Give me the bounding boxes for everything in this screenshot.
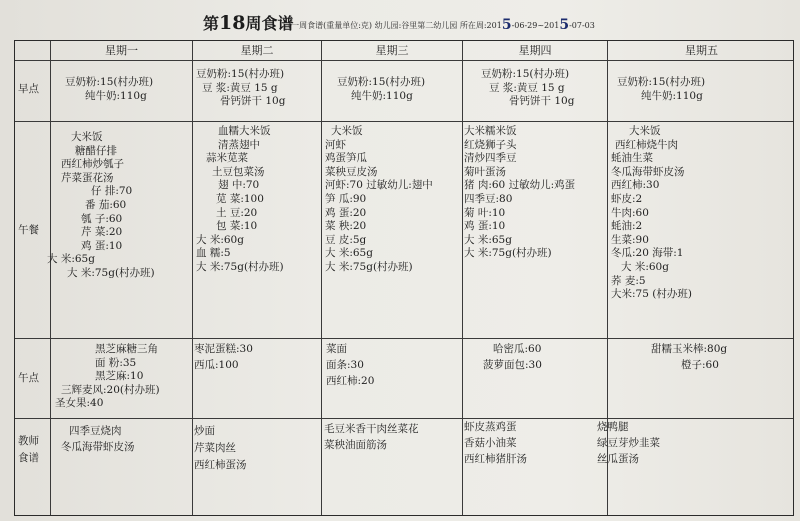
grid-line [192, 41, 193, 515]
header-day-5: 星期五 [685, 44, 718, 57]
lunch-item: 大米糯米饭 [464, 125, 517, 137]
breakfast-item: 纯牛奶:110g [85, 89, 147, 102]
teacher-item: 虾皮蒸鸡蛋 [464, 421, 517, 433]
lunch-item: 芹 菜:20 [81, 226, 123, 239]
snack-item: 西红柿:20 [326, 375, 375, 387]
lunch-item: 苋 菜:100 [216, 192, 264, 205]
grid-line [462, 41, 463, 515]
breakfast-item: 豆奶粉:15(村办班) [65, 76, 154, 88]
lunch-item: 清炒四季豆 [464, 152, 517, 165]
lunch-item: 菊 叶:10 [464, 206, 506, 219]
menu-table [14, 40, 794, 516]
teacher-day-4 [464, 419, 527, 467]
lunch-item: 大米饭 [71, 131, 103, 143]
breakfast-day-1 [65, 76, 153, 103]
header-day-1: 星期一 [105, 44, 138, 57]
snack-item: 三辉麦风:20(村办班) [61, 383, 160, 396]
lunch-day-1 [47, 131, 155, 281]
teacher-item: 香菇小油菜 [464, 437, 517, 449]
meal-label-snack: 午点 [18, 372, 39, 384]
lunch-item: 冬瓜:20 海带:1 [611, 247, 684, 260]
header-day-2: 星期二 [240, 44, 274, 57]
lunch-item: 西红柿烧牛肉 [615, 138, 678, 151]
teacher-item: 西红柿蛋汤 [194, 459, 247, 471]
lunch-item: 芹菜蛋花汤 [61, 171, 114, 184]
meal-label-breakfast: 早点 [18, 83, 39, 95]
lunch-day-5 [611, 125, 692, 302]
lunch-item: 大 米:65g [464, 233, 512, 246]
lunch-item: 大 米:60g [621, 260, 669, 273]
snack-item: 圣女果:40 [55, 397, 104, 410]
breakfast-day-5 [617, 76, 705, 103]
lunch-item: 包 菜:10 [216, 220, 258, 233]
lunch-item: 土 豆:20 [216, 206, 258, 219]
breakfast-item: 豆 浆:黄豆 15 g [489, 81, 565, 94]
lunch-item: 菊叶蛋汤 [464, 165, 506, 178]
teacher-day-3 [324, 421, 419, 453]
lunch-item: 生菜:90 [611, 233, 649, 246]
lunch-item: 瓠 子:60 [81, 212, 123, 225]
snack-item: 枣泥蛋糕:30 [194, 343, 253, 355]
grid-line [15, 418, 793, 419]
snack-day-5 [651, 341, 727, 373]
snack-item: 菠萝面包:30 [483, 359, 542, 371]
teacher-item: 冬瓜海带虾皮汤 [61, 441, 135, 453]
lunch-item: 大 米:75g(村办班) [67, 266, 155, 279]
lunch-item: 番 茄:60 [85, 198, 127, 211]
breakfast-item: 豆奶粉:15(村办班) [196, 68, 285, 80]
lunch-item: 蒜米苋菜 [206, 152, 248, 165]
lunch-item: 猪 肉:60 过敏幼儿:鸡蛋 [464, 179, 576, 192]
teacher-item: 四季豆烧肉 [69, 425, 122, 437]
snack-item: 黑芝麻:10 [95, 370, 144, 383]
lunch-item: 荞 麦:5 [611, 274, 646, 287]
snack-item: 面 粉:35 [95, 356, 137, 369]
lunch-item: 河虾 [325, 138, 346, 151]
lunch-item: 大 米:65g [325, 247, 373, 260]
header-day-4: 星期四 [518, 44, 552, 57]
lunch-item: 大米:75 (村办班) [611, 288, 692, 301]
breakfast-day-4 [481, 68, 574, 109]
snack-day-2 [194, 341, 253, 373]
week-number: 18 [219, 12, 246, 34]
teacher-day-2 [194, 423, 247, 474]
teacher-item: 西红柿猪肝汤 [464, 453, 527, 465]
grid-line [15, 121, 793, 122]
lunch-day-3 [325, 125, 433, 275]
lunch-item: 红烧狮子头 [464, 138, 517, 151]
lunch-item: 翅 中:70 [218, 179, 260, 192]
lunch-item: 河虾:70 过敏幼儿:翅中 [325, 179, 433, 192]
meal-label-teacher: 教师食谱 [18, 435, 39, 464]
lunch-item: 虾皮:2 [611, 192, 643, 205]
snack-item: 甜糯玉米棒:80g [651, 343, 728, 355]
lunch-item: 大 米:65g [47, 253, 95, 266]
breakfast-item: 豆 浆:黄豆 15 g [202, 81, 278, 94]
lunch-item: 血糯大米饭 [218, 125, 271, 137]
lunch-item: 西红柿:30 [611, 179, 660, 192]
grid-line [321, 41, 322, 515]
teacher-item: 菜秧油面筋汤 [324, 439, 387, 451]
lunch-item: 仔 排:70 [91, 185, 133, 198]
lunch-item: 牛肉:60 [611, 206, 649, 219]
lunch-item: 大 米:75g(村办班) [196, 260, 284, 273]
teacher-item: 绿豆芽炒韭菜 [597, 437, 660, 449]
lunch-item: 糖醋仔排 [75, 144, 117, 157]
title-row [0, 0, 800, 40]
lunch-item: 蚝油:2 [611, 220, 643, 233]
lunch-item: 血 糯:5 [196, 247, 231, 260]
lunch-item: 鸡蛋笋瓜 [325, 152, 367, 165]
lunch-item: 菜 秧:20 [325, 220, 367, 233]
breakfast-item: 豆奶粉:15(村办班) [337, 76, 426, 88]
lunch-item: 大 米:75g(村办班) [464, 247, 552, 260]
lunch-item: 四季豆:80 [464, 192, 513, 205]
breakfast-item: 纯牛奶:110g [641, 89, 703, 102]
snack-item: 哈密瓜:60 [493, 343, 542, 355]
lunch-item: 笋 瓜:90 [325, 192, 367, 205]
snack-item: 菜面 [326, 343, 347, 355]
snack-day-3 [326, 341, 374, 389]
handwritten-digit-end: 5 [559, 17, 570, 33]
teacher-item: 炒面 [194, 425, 215, 437]
breakfast-item: 纯牛奶:110g [351, 89, 413, 102]
lunch-item: 鸡 蛋:10 [464, 220, 506, 233]
breakfast-item: 豆奶粉:15(村办班) [481, 68, 570, 80]
snack-item: 黑芝麻糖三角 [95, 343, 158, 355]
lunch-item: 清蒸翅中 [218, 138, 260, 151]
page-title: 第18周食谱 [203, 12, 294, 34]
grid-line [15, 60, 793, 61]
lunch-item: 菜秧豆皮汤 [325, 165, 378, 178]
teacher-item: 毛豆米香干肉丝菜花 [324, 423, 419, 435]
handwritten-digit-start: 5 [501, 17, 512, 33]
lunch-item: 大 米:60g [196, 233, 244, 246]
breakfast-item: 骨钙饼干 10g [509, 95, 575, 108]
teacher-item: 丝瓜蛋汤 [597, 453, 639, 465]
lunch-item: 鸡 蛋:10 [81, 239, 123, 252]
breakfast-item: 豆奶粉:15(村办班) [617, 76, 706, 88]
snack-day-4 [483, 341, 542, 373]
page-subtitle: (一周食谱(重量单位:克) 幼儿园:谷里第二幼儿园 所在周:2015-06-29~2015-07-03 [288, 17, 595, 33]
teacher-item: 烧鸭腿 [597, 421, 629, 433]
grid-line [15, 338, 793, 339]
teacher-day-5 [597, 419, 660, 467]
breakfast-day-2 [196, 68, 285, 109]
snack-item: 橙子:60 [681, 359, 719, 371]
meal-label-lunch: 午餐 [18, 224, 39, 236]
lunch-day-2 [196, 125, 284, 275]
lunch-item: 蚝油生菜 [611, 152, 653, 165]
lunch-item: 大米饭 [331, 125, 363, 137]
lunch-item: 大米饭 [629, 125, 661, 137]
teacher-item: 芹菜肉丝 [194, 442, 236, 454]
lunch-item: 西红柿炒瓠子 [61, 158, 124, 171]
snack-day-1 [55, 343, 160, 411]
teacher-day-1 [61, 423, 135, 455]
snack-item: 面条:30 [326, 359, 364, 371]
grid-line [50, 41, 51, 515]
snack-item: 西瓜:100 [194, 359, 239, 371]
lunch-day-4 [464, 125, 575, 261]
lunch-item: 大 米:75g(村办班) [325, 260, 413, 273]
lunch-item: 鸡 蛋:20 [325, 206, 367, 219]
lunch-item: 冬瓜海带虾皮汤 [611, 165, 685, 178]
breakfast-item: 骨钙饼干 10g [220, 95, 286, 108]
lunch-item: 豆 皮:5g [325, 233, 367, 246]
lunch-item: 土豆包菜汤 [212, 165, 265, 178]
header-day-3: 星期三 [375, 44, 409, 57]
breakfast-day-3 [337, 76, 425, 103]
